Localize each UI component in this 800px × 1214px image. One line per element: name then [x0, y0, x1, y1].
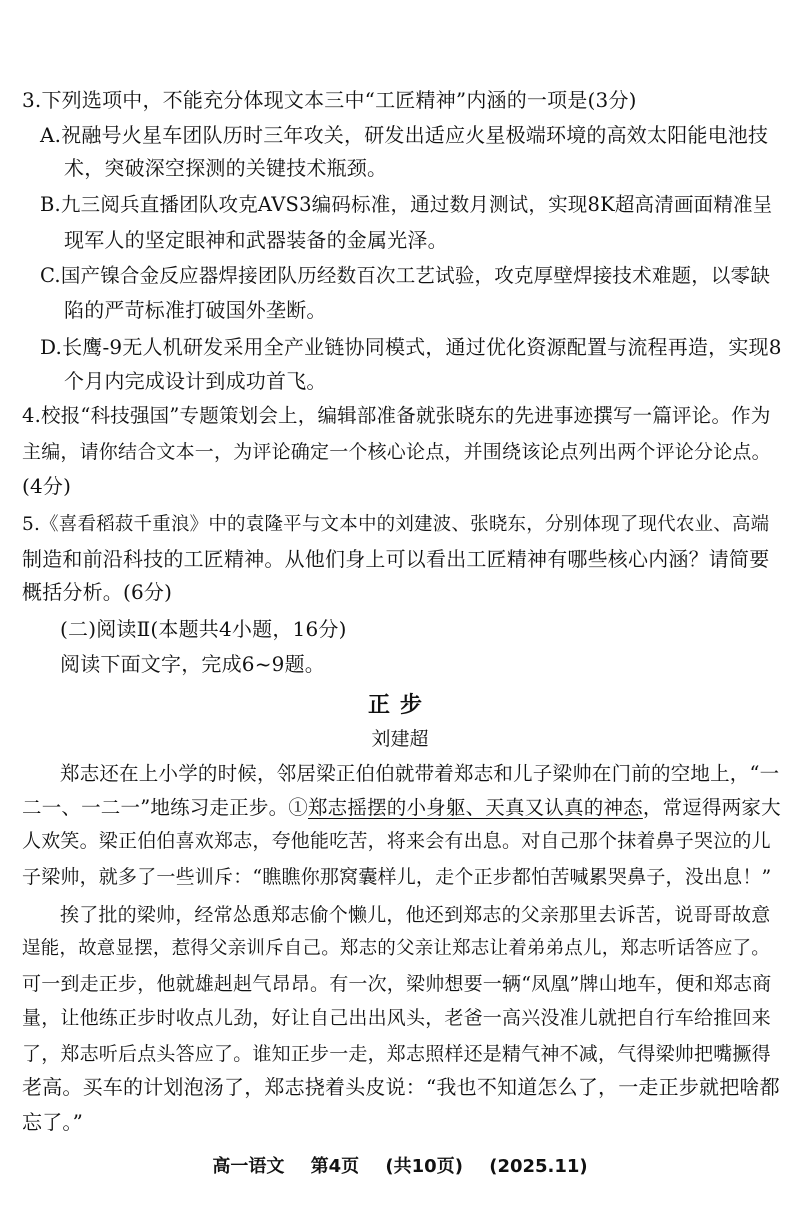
story-p1-line3: 人欢笑。梁正伯伯喜欢郑志，夸他能吃苦，将来会有出息。对自己那个抹着鼻子哭泣的儿 [22, 830, 771, 852]
question-3-option-d-line2: 个月内完成设计到成功首飞。 [64, 369, 327, 393]
story-p2-line1: 挨了批的梁帅，经常怂恿郑志偷个懒儿，他还到郑志的父亲那里去诉苦，说哥哥故意 [60, 904, 771, 926]
question-3-option-c-line1: C.国产镍合金反应器焊接团队历经数百次工艺试验，攻克厚壁焊接技术难题，以零缺 [40, 264, 771, 287]
question-3-option-b-line1: B.九三阅兵直播团队攻克AVS3编码标准，通过数月测试，实现8K超高清画面精准呈 [40, 193, 773, 216]
footer-page-number: 第4页 [310, 1156, 360, 1177]
question-4-line2: 主编，请你结合文本一，为评论确定一个核心论点，并围绕该论点列出两个评论分论点。 [22, 441, 771, 463]
question-3-option-a-line1: A.祝融号火星车团队历时三年攻关，研发出适应火星极端环境的高效太阳能电池技 [40, 123, 769, 147]
page-footer [0, 1152, 800, 1178]
question-5-line3: 概括分析。(6分) [22, 580, 173, 604]
footer-date: (2025.11) [489, 1156, 588, 1177]
question-3-option-c-line2: 陷的严苛标准打破国外垄断。 [64, 298, 327, 322]
footer-subject: 高一语文 [212, 1156, 285, 1177]
story-p1-line2-start: 二一、一二一”地练习走正步。① [22, 796, 308, 819]
question-5-line2: 制造和前沿科技的工匠精神。从他们身上可以看出工匠精神有哪些核心内涵？请简要 [22, 547, 770, 571]
story-p2-line5: 了，郑志听后点头答应了。谁知正步一走，郑志照样还是精气神不减，气得梁帅把嘴撅得 [22, 1043, 771, 1065]
story-author: 刘建超 [371, 728, 429, 750]
question-5-line1: 5.《喜看稻菽千重浪》中的袁隆平与文本中的刘建波、张晓东，分别体现了现代农业、高端 [22, 514, 770, 535]
story-p1-line4: 子梁帅，就多了一些训斥：“瞧瞧你那窝囊样儿，走个正步都怕苦喊累哭鼻子，没出息！” [22, 866, 772, 888]
question-3-option-d-line1: D.长鹰-9无人机研发采用全产业链协同模式，通过优化资源配置与流程再造，实现8 [40, 335, 782, 359]
story-p1-line2-end: ，常逗得两家大 [642, 796, 781, 819]
story-p2-line6: 老高。买车的计划泡汤了，郑志挠着头皮说：“我也不知道怎么了，一走正步就把啥都 [22, 1075, 780, 1099]
question-4-line3: (4分) [22, 474, 72, 498]
footer-total-pages: (共10页) [385, 1156, 463, 1177]
story-p2-line4: 量，让他练正步时收点儿劲，好让自己出出风头，老爸一高兴没准儿就把自行车给推回来 [22, 1007, 771, 1029]
underlined-phrase: 郑志摇摆的小身躯、天真又认真的神态 [307, 796, 643, 819]
story-p2-line7: 忘了。” [22, 1110, 84, 1134]
question-4-line1: 4.校报“科技强国”专题策划会上，编辑部准备就张晓东的先进事迹撰写一篇评论。作为 [22, 404, 771, 427]
story-p1-line2 [22, 796, 781, 820]
section-instruction: 阅读下面文字，完成6~9题。 [60, 652, 326, 676]
question-3-option-a-line2: 术，突破深空探测的关键技术瓶颈。 [64, 156, 388, 180]
question-3-stem: 3.下列选项中，不能充分体现文本三中“工匠精神”内涵的一项是(3分) [22, 88, 637, 112]
story-title: 正步 [367, 693, 432, 718]
story-p1-line1: 郑志还在上小学的时候，邻居梁正伯伯就带着郑志和儿子梁帅在门前的空地上，“一 [60, 762, 780, 785]
question-3-option-b-line2: 现军人的坚定眼神和武器装备的金属光泽。 [64, 228, 448, 252]
section-heading: (二)阅读Ⅱ(本题共4小题，16分) [60, 617, 347, 641]
story-p2-line2: 逞能，故意显摆，惹得父亲训斥自己。郑志的父亲让郑志让着弟弟点儿，郑志听话答应了。 [22, 938, 771, 959]
story-p2-line3: 可一到走正步，他就雄赳赳气昂昂。有一次，梁帅想要一辆“凤凰”牌山地车，便和郑志商 [22, 973, 772, 995]
